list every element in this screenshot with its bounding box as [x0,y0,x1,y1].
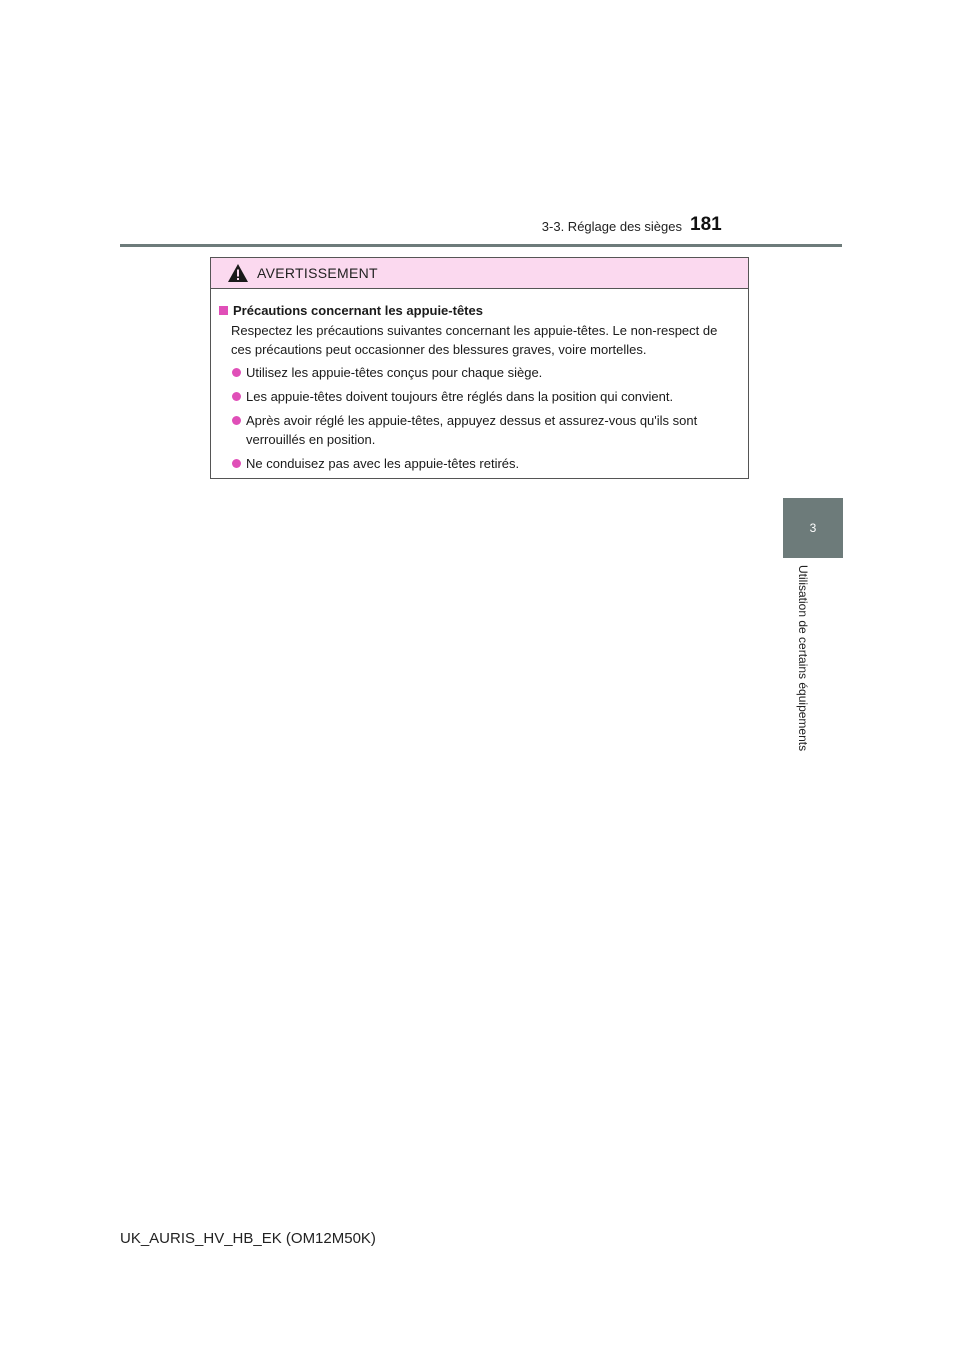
chapter-number: 3 [809,521,817,535]
document-code: UK_AURIS_HV_HB_EK (OM12M50K) [120,1230,376,1247]
bullet-dot-icon [232,459,241,468]
square-bullet-icon [219,306,228,315]
list-item [231,454,740,473]
warning-header [211,258,748,289]
list-item [231,363,740,382]
section-header: 3-3. Réglage des sièges [541,219,682,234]
warning-heading-text: Précautions concernant les appuie-têtes [233,303,483,318]
list-item-text: Les appuie-têtes doivent toujours être réglés dans la position qui convient. [246,389,674,404]
list-item-text: Ne conduisez pas avec les appuie-têtes retirés. [246,456,520,471]
warning-intro: Respectez les précautions suivantes concernant les appuie-têtes. Le non-respect de ces précautions peut occasionner des blessures graves, voire mortelles. [231,323,718,357]
chapter-tab [783,498,843,558]
list-item [231,387,740,406]
warning-title: AVERTISSEMENT [257,265,378,281]
bullet-dot-icon [232,368,241,377]
warning-heading [219,301,740,320]
warning-box [210,257,749,479]
warning-triangle-icon [227,263,249,283]
page-number: 181 [690,214,722,235]
chapter-label: Utilisation de certains équipements [796,565,810,752]
list-item-text: Utilisez les appuie-têtes conçus pour chaque siège. [246,365,543,380]
bullet-dot-icon [232,392,241,401]
list-item [231,411,740,449]
warning-body [211,289,748,473]
header-rule [120,244,842,247]
warning-list [219,363,740,473]
bullet-dot-icon [232,416,241,425]
list-item-text: Après avoir réglé les appuie-têtes, appuyez dessus et assurez-vous qu'ils sont verrouillés en position. [246,413,698,447]
